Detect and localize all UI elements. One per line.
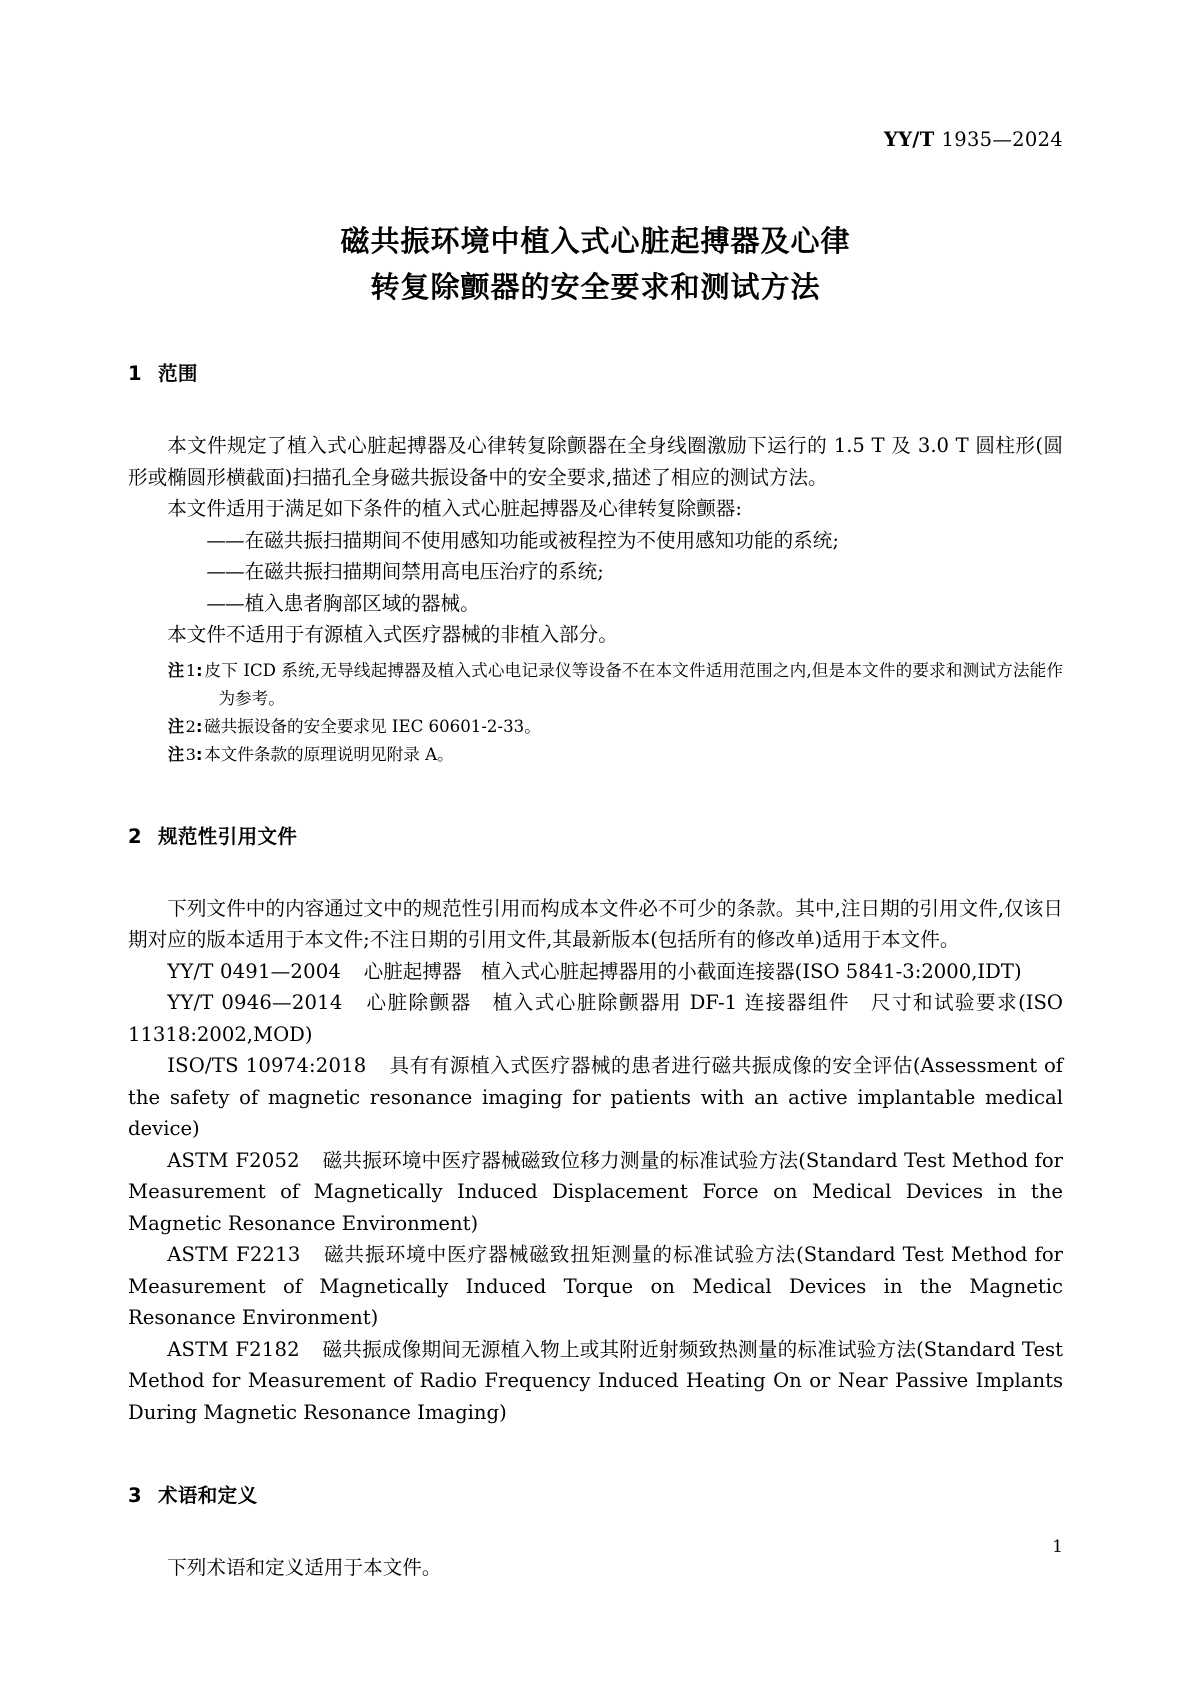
note-text-1: 皮下 ICD 系统,无导线起搏器及植入式心电记录仪等设备不在本文件适用范围之内,但是本文件的要求和测试方法能作为参考。 <box>204 660 1064 708</box>
standard-code: YY/T <box>883 128 935 151</box>
reference-entry-3 <box>128 1050 1063 1145</box>
title-line-2: 转复除颤器的安全要求和测试方法 <box>370 270 821 304</box>
scope-paragraph-3: 本文件不适用于有源植入式医疗器械的非植入部分。 <box>167 623 618 646</box>
scope-dash-item-2 <box>128 556 1063 588</box>
note-label-1: 注 1: <box>167 660 203 680</box>
note-label-2: 注 2: <box>167 716 203 736</box>
scope-note-2 <box>168 713 1063 741</box>
title-line-1: 磁共振环境中植入式心脏起搏器及心律 <box>340 224 851 258</box>
reference-text-4: 磁共振环境中医疗器械磁致位移力测量的标准试验方法(Standard Test Method for Measurement of Magnetically Induced Displacement Force on Medical Devices in the Magnetic Resonance Environment) <box>128 1148 1063 1235</box>
section-title-2: 规范性引用文件 <box>157 824 298 848</box>
note-text-2: 磁共振设备的安全要求见 IEC 60601-2-33。 <box>204 716 541 736</box>
em-dash-marker: —— <box>206 591 244 615</box>
scope-paragraph-1: 本文件规定了植入式心脏起搏器及心律转复除颤器在全身线圈激励下运行的 1.5 T 及 3.0 T 圆柱形(圆形或椭圆形横截面)扫描孔全身磁共振设备中的安全要求,描述了相应的测试方法。 <box>128 434 1063 489</box>
reference-entry-1 <box>128 956 1063 988</box>
reference-id-1: YY/T 0491—2004 <box>167 959 342 983</box>
note-text-3: 本文件条款的原理说明见附录 A。 <box>204 744 454 764</box>
reference-entry-4 <box>128 1145 1063 1240</box>
reference-id-6: ASTM F2182 <box>167 1337 300 1361</box>
reference-entry-5 <box>128 1239 1063 1334</box>
reference-id-5: ASTM F2213 <box>167 1243 301 1266</box>
reference-id-3: ISO/TS 10974:2018 <box>167 1054 367 1077</box>
reference-text-6: 磁共振成像期间无源植入物上或其附近射频致热测量的标准试验方法(Standard Test Method for Measurement of Radio Frequency Induced Heating On or Near Passive Implants During Magnetic Resonance Imaging) <box>128 1337 1063 1424</box>
scope-dash-item-1 <box>128 525 1063 557</box>
reference-text-3: 具有有源植入式医疗器械的患者进行磁共振成像的安全评估(Assessment of the safety of magnetic resonance imaging for patients with an active implantable medical device) <box>128 1054 1063 1140</box>
reference-id-4: ASTM F2052 <box>167 1148 300 1172</box>
section-number-1: 1 <box>128 362 142 385</box>
section-number-3: 3 <box>128 1484 142 1507</box>
standard-number: 1935—2024 <box>941 128 1063 151</box>
section-heading-3 <box>128 1480 1063 1508</box>
section-heading-2 <box>128 821 1063 849</box>
reference-text-2: 心脏除颤器 植入式心脏除颤器用 DF-1 连接器组件 尺寸和试验要求(ISO 11318:2002,MOD) <box>128 991 1063 1046</box>
scope-dash-text-1: 在磁共振扫描期间不使用感知功能或被程控为不使用感知功能的系统; <box>244 528 839 552</box>
reference-text-1: 心脏起搏器 植入式心脏起搏器用的小截面连接器(ISO 5841-3:2000,IDT) <box>363 959 1022 983</box>
section-title-3: 术语和定义 <box>157 1484 258 1507</box>
reference-entry-2 <box>128 987 1063 1050</box>
scope-dash-text-3: 植入患者胸部区域的器械。 <box>244 591 480 615</box>
section-title-1: 范围 <box>157 362 198 385</box>
reference-text-5: 磁共振环境中医疗器械磁致扭矩测量的标准试验方法(Standard Test Method for Measurement of Magnetically Induced Torque on Medical Devices in the Magnetic Resonance Environment) <box>128 1243 1063 1329</box>
scope-note-1 <box>168 657 1063 713</box>
running-header <box>884 128 1063 151</box>
scope-dash-item-3 <box>128 588 1063 620</box>
section-number-2: 2 <box>128 824 142 848</box>
scope-note-3 <box>168 741 1063 769</box>
scope-paragraph-2: 本文件适用于满足如下条件的植入式心脏起搏器及心律转复除颤器: <box>167 497 743 520</box>
section-heading-1 <box>128 358 1063 386</box>
reference-entry-6 <box>128 1334 1063 1429</box>
document-body <box>128 358 1063 1584</box>
normative-refs-intro: 下列文件中的内容通过文中的规范性引用而构成本文件必不可少的条款。其中,注日期的引用文件,仅该日期对应的版本适用于本文件;不注日期的引用文件,其最新版本(包括所有的修改单)适用于本文件。 <box>128 896 1063 951</box>
em-dash-marker: —— <box>206 528 244 552</box>
note-label-3: 注 3: <box>167 744 203 764</box>
page-number: 1 <box>1052 1537 1063 1557</box>
reference-id-2: YY/T 0946—2014 <box>167 991 343 1014</box>
page-title <box>128 218 1063 310</box>
scope-dash-text-2: 在磁共振扫描期间禁用高电压治疗的系统; <box>244 560 604 583</box>
em-dash-marker: —— <box>206 560 244 583</box>
terms-intro: 下列术语和定义适用于本文件。 <box>167 1556 442 1579</box>
